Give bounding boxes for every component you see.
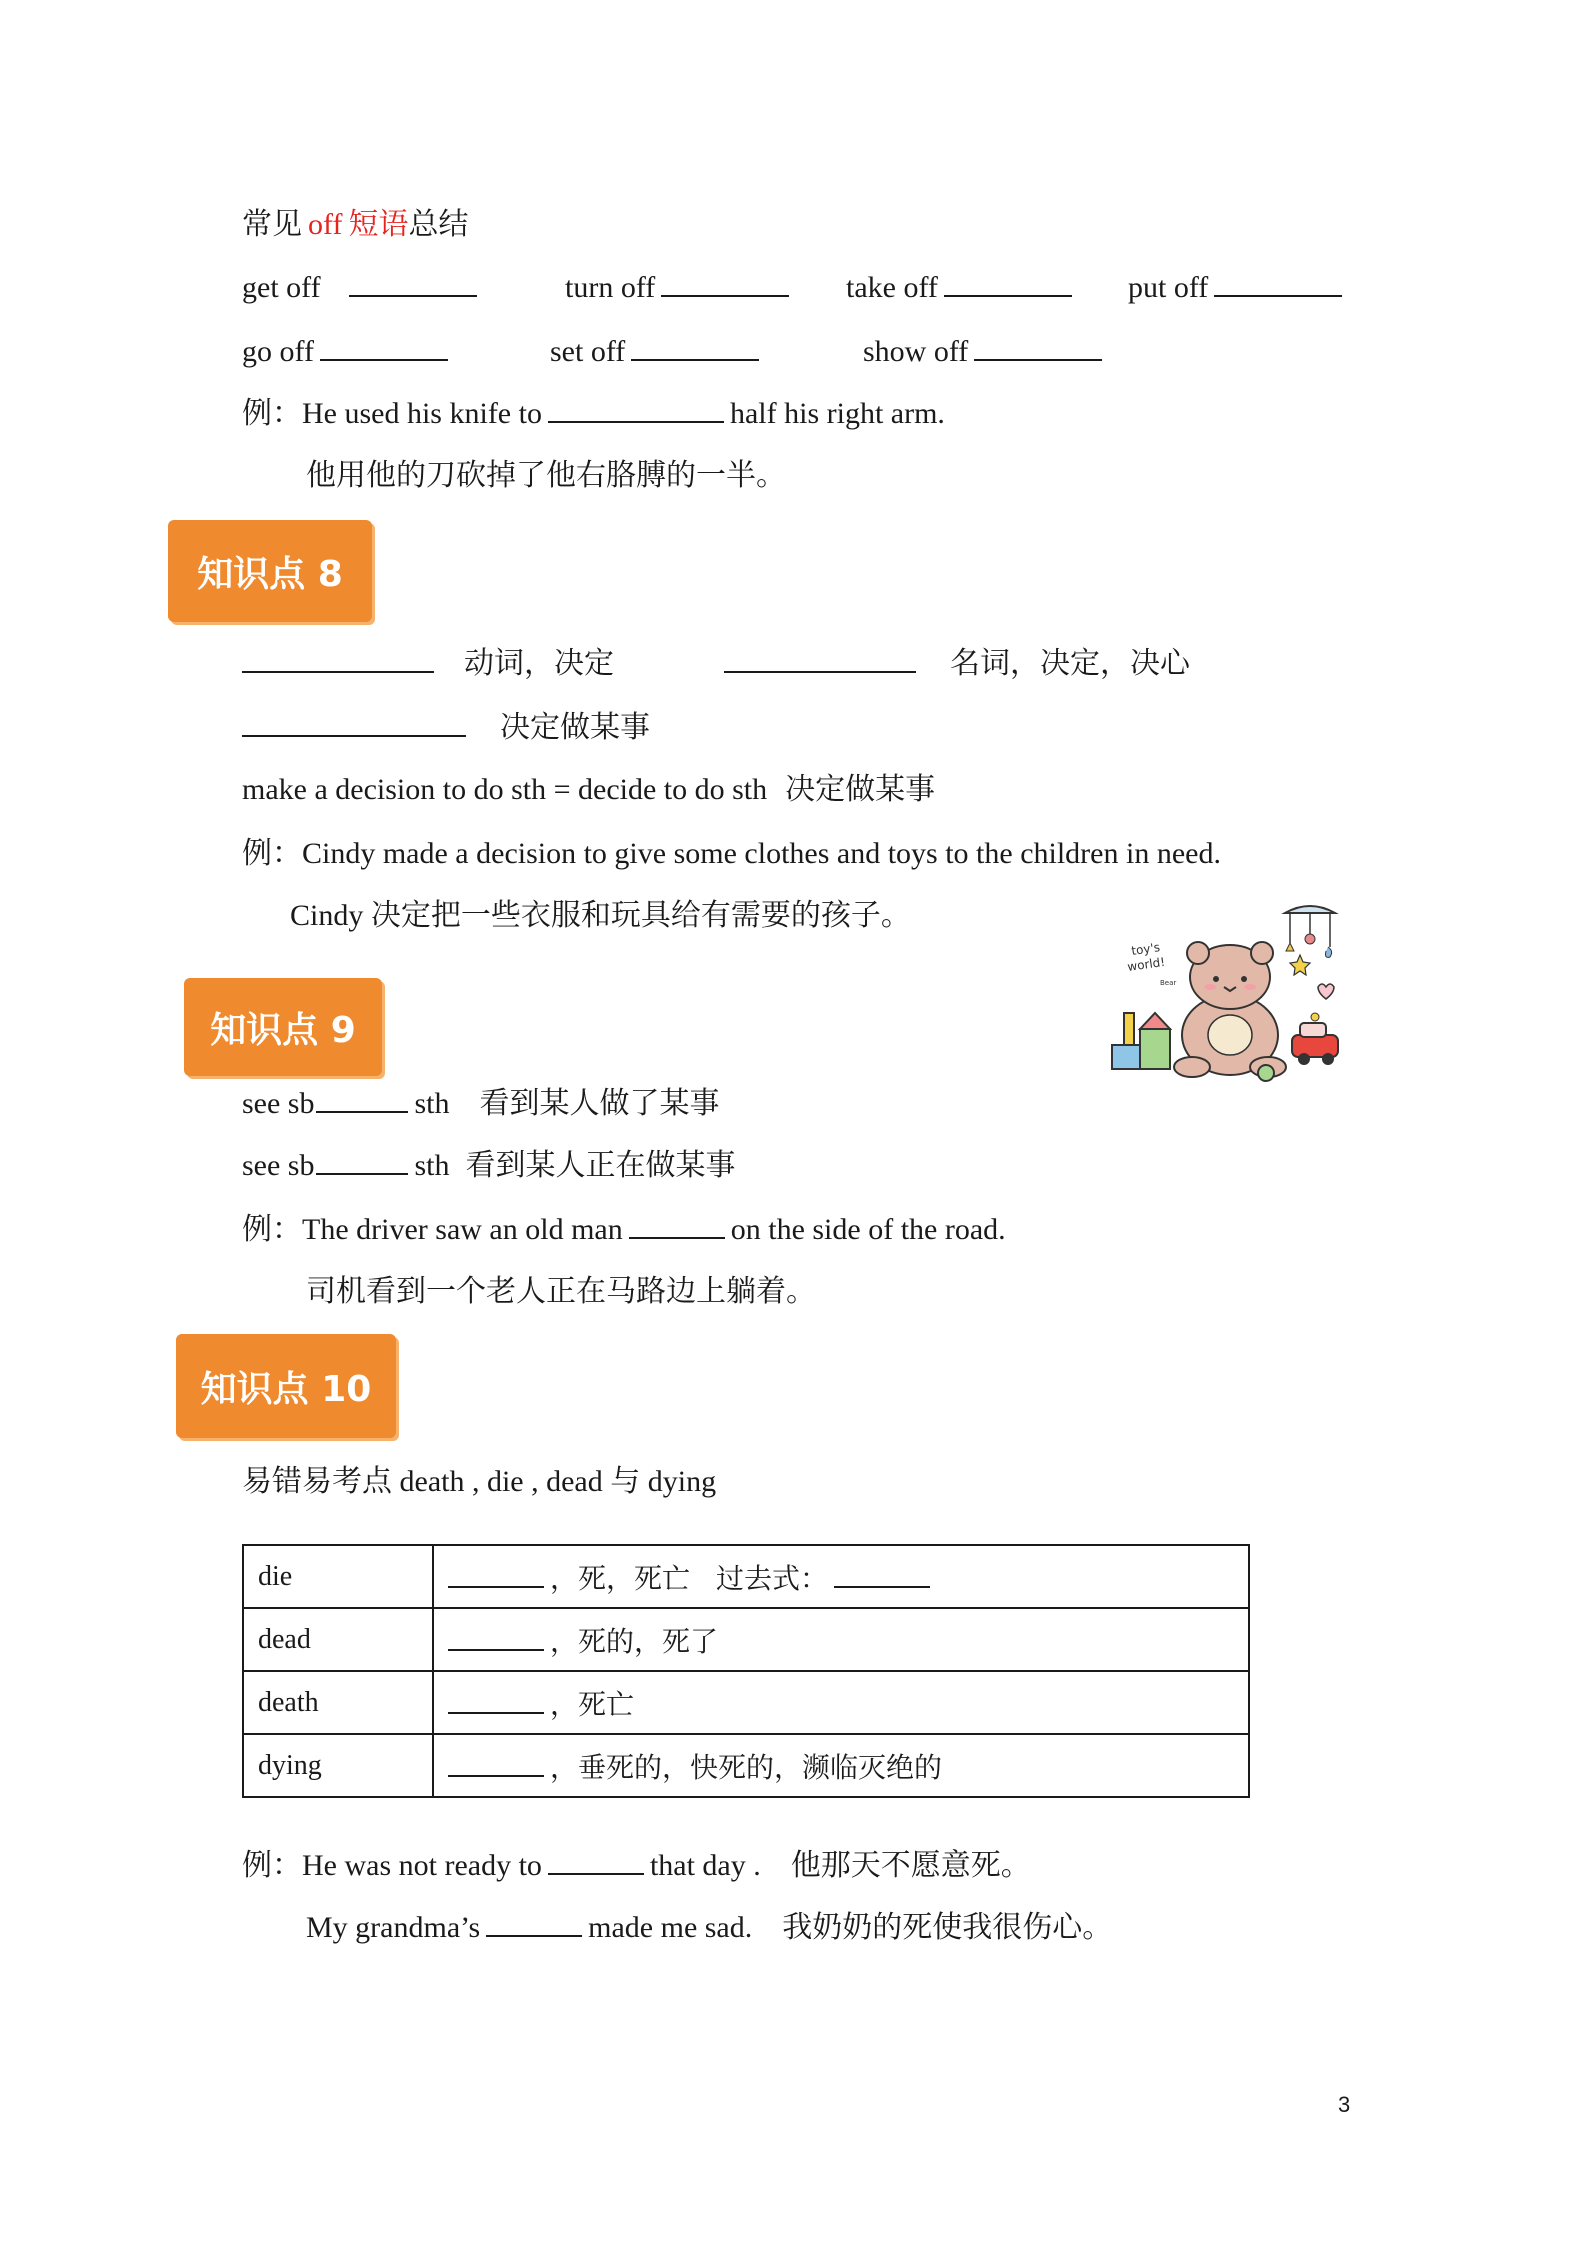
example-off bbox=[242, 394, 945, 434]
answer-blank[interactable] bbox=[349, 269, 477, 297]
table-row bbox=[243, 1734, 1249, 1797]
pattern-text: sth bbox=[414, 1149, 450, 1182]
k9-line1 bbox=[242, 1084, 720, 1124]
rule-text: make a decision to do sth = decide to do sth bbox=[242, 773, 768, 806]
table-cell-meaning bbox=[433, 1671, 1249, 1734]
meaning-text: ，死，死亡 bbox=[550, 1563, 691, 1595]
heart-icon bbox=[1318, 984, 1334, 999]
phrase-put-off bbox=[1128, 268, 1348, 308]
phrase-turn-off bbox=[565, 268, 795, 308]
answer-blank[interactable] bbox=[661, 269, 789, 297]
answer-blank[interactable] bbox=[486, 1909, 582, 1937]
example-translation: 我奶奶的死使我很伤心。 bbox=[782, 1911, 1113, 1944]
example-text: half his right arm. bbox=[729, 397, 945, 430]
answer-blank[interactable] bbox=[629, 1211, 725, 1239]
example-text: The driver saw an old man bbox=[302, 1213, 623, 1246]
title-keyword: 短语 bbox=[348, 208, 409, 241]
table-cell-word: die bbox=[243, 1545, 433, 1608]
k8-rule bbox=[242, 770, 935, 810]
k9-example bbox=[242, 1210, 1006, 1250]
answer-blank[interactable] bbox=[242, 645, 434, 673]
k10-intro: 易错易考点 death , die , dead 与 dying bbox=[242, 1465, 717, 1498]
phrase-label: put off bbox=[1128, 271, 1209, 304]
answer-blank[interactable] bbox=[548, 395, 724, 423]
page-number: 3 bbox=[1338, 2092, 1351, 2117]
badge-label: 知识点 9 bbox=[210, 1009, 356, 1051]
k8-line1 bbox=[242, 644, 614, 684]
section-title-off-phrases bbox=[242, 205, 468, 245]
meaning-text: ，垂死的，快死的，濒临灭绝的 bbox=[550, 1752, 943, 1784]
meaning-text: 名词，决定，决心 bbox=[950, 647, 1190, 680]
sticker-text: toy's bbox=[1130, 940, 1161, 958]
title-keyword: off bbox=[308, 208, 343, 241]
example-label: 例： bbox=[242, 1849, 302, 1882]
k8-example bbox=[242, 834, 1221, 874]
answer-blank[interactable] bbox=[548, 1847, 644, 1875]
knowledge-badge-9 bbox=[184, 978, 382, 1076]
table-cell-meaning bbox=[433, 1545, 1249, 1608]
example-translation: 司机看到一个老人正在马路边上躺着。 bbox=[306, 1275, 816, 1308]
example-translation: Cindy 决定把一些衣服和玩具给有需要的孩子。 bbox=[290, 899, 911, 932]
example-text: My grandma’s bbox=[306, 1911, 481, 1944]
k8-line1-b bbox=[724, 644, 1190, 684]
answer-blank[interactable] bbox=[974, 333, 1102, 361]
badge-label: 知识点 10 bbox=[200, 1368, 372, 1410]
answer-blank[interactable] bbox=[448, 1560, 544, 1588]
answer-blank[interactable] bbox=[316, 1085, 408, 1113]
phrase-label: turn off bbox=[565, 271, 656, 304]
sticker-text: Bear bbox=[1160, 979, 1177, 987]
answer-blank[interactable] bbox=[448, 1749, 544, 1777]
pattern-text: sth bbox=[414, 1087, 450, 1120]
answer-blank[interactable] bbox=[944, 269, 1072, 297]
example-label: 例： bbox=[242, 837, 302, 870]
answer-blank[interactable] bbox=[316, 1147, 408, 1175]
phrase-label: get off bbox=[242, 271, 321, 304]
k9-line2 bbox=[242, 1146, 736, 1186]
table-cell-word: dying bbox=[243, 1734, 433, 1797]
answer-blank[interactable] bbox=[448, 1686, 544, 1714]
pattern-translation: 看到某人做了某事 bbox=[479, 1087, 720, 1120]
example-label: 例： bbox=[242, 1213, 302, 1246]
title-part: 常见 bbox=[242, 208, 302, 241]
answer-blank[interactable] bbox=[1214, 269, 1342, 297]
table-row bbox=[243, 1671, 1249, 1734]
toy-ball-icon bbox=[1258, 1065, 1274, 1081]
phrase-show-off bbox=[863, 332, 1108, 372]
meaning-text: ，死的，死了 bbox=[550, 1626, 719, 1658]
toy-car-icon bbox=[1292, 1013, 1338, 1065]
bear-icon bbox=[1174, 942, 1286, 1077]
phrase-set-off bbox=[550, 332, 765, 372]
phrase-take-off bbox=[846, 268, 1078, 308]
word-table bbox=[242, 1544, 1250, 1798]
table-cell-word: death bbox=[243, 1671, 433, 1734]
meaning-text: ，死亡 bbox=[550, 1689, 635, 1721]
example-label: 例： bbox=[242, 397, 302, 430]
phrase-label: show off bbox=[863, 335, 969, 368]
knowledge-badge-8 bbox=[168, 520, 372, 622]
k8-line2 bbox=[242, 708, 650, 748]
phrase-go-off bbox=[242, 332, 454, 372]
pattern-translation: 看到某人正在做某事 bbox=[465, 1149, 736, 1182]
example-text: He was not ready to bbox=[302, 1849, 542, 1882]
baby-mobile-icon bbox=[1285, 906, 1335, 957]
table-row bbox=[243, 1608, 1249, 1671]
phrase-label: go off bbox=[242, 335, 314, 368]
answer-blank[interactable] bbox=[631, 333, 759, 361]
title-part: 总结 bbox=[408, 208, 469, 241]
k10-example1 bbox=[242, 1846, 1031, 1886]
answer-blank[interactable] bbox=[242, 709, 466, 737]
example-text: made me sad. bbox=[588, 1911, 753, 1944]
knowledge-badge-10 bbox=[176, 1334, 396, 1438]
example-text: Cindy made a decision to give some clothes and toys to the children in need. bbox=[302, 837, 1221, 870]
star-icon bbox=[1290, 955, 1310, 975]
meaning-extra: 过去式： bbox=[716, 1563, 829, 1595]
example-text: He used his knife to bbox=[302, 397, 542, 430]
badge-label: 知识点 8 bbox=[197, 553, 343, 595]
pattern-text: see sb bbox=[242, 1087, 315, 1120]
answer-blank[interactable] bbox=[320, 333, 448, 361]
toys-world-bear-sticker bbox=[1100, 895, 1360, 1085]
table-cell-meaning bbox=[433, 1734, 1249, 1797]
example-text: that day . bbox=[649, 1849, 761, 1882]
table-row bbox=[243, 1545, 1249, 1608]
rule-translation: 决定做某事 bbox=[785, 773, 936, 806]
example-text: on the side of the road. bbox=[730, 1213, 1006, 1246]
sticker-text: world! bbox=[1126, 954, 1166, 974]
answer-blank[interactable] bbox=[834, 1560, 930, 1588]
phrase-get-off bbox=[242, 268, 483, 308]
answer-blank[interactable] bbox=[448, 1623, 544, 1651]
answer-blank[interactable] bbox=[724, 645, 916, 673]
example-translation: 他用他的刀砍掉了他右胳膊的一半。 bbox=[306, 459, 786, 492]
k10-example2 bbox=[306, 1908, 1112, 1948]
table-cell-meaning bbox=[433, 1608, 1249, 1671]
table-cell-word: dead bbox=[243, 1608, 433, 1671]
meaning-text: 动词，决定 bbox=[464, 647, 614, 680]
phrase-label: take off bbox=[846, 271, 938, 304]
toy-blocks-icon bbox=[1112, 1013, 1170, 1069]
pattern-text: see sb bbox=[242, 1149, 315, 1182]
meaning-text: 决定做某事 bbox=[500, 711, 650, 744]
phrase-label: set off bbox=[550, 335, 626, 368]
example-translation: 他那天不愿意死。 bbox=[790, 1849, 1031, 1882]
